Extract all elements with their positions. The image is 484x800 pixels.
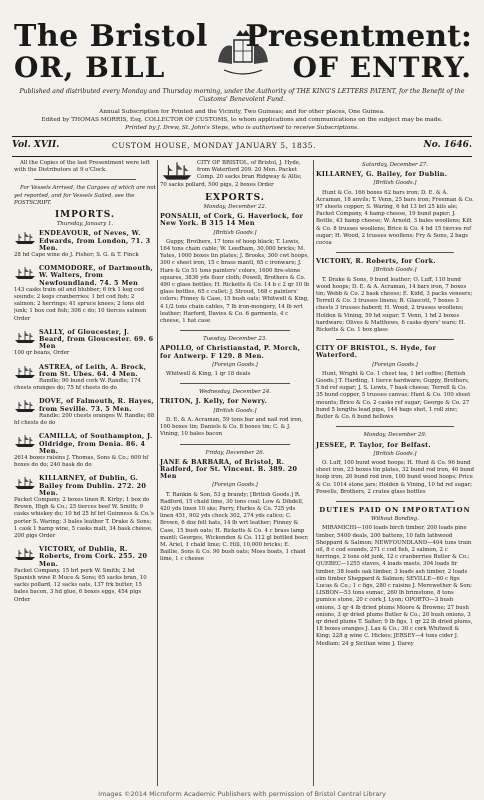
printer-line: Printed by J. Drew, St. John's Steps, who is authorised to receive Subscriptions. bbox=[125, 125, 359, 131]
editor-line: Edited by THOMAS MORRIS, Esq. COLLECTOR OF CUSTOMS, to whom applications and communications on the subject may be made. bbox=[41, 117, 443, 123]
masthead bbox=[8, 16, 478, 86]
ship-icon bbox=[14, 547, 36, 561]
ship-icon bbox=[14, 365, 36, 379]
import-entry bbox=[14, 398, 156, 427]
title-left-1: The Bristol bbox=[14, 19, 208, 54]
goods-tag: [British Goods.] bbox=[213, 407, 257, 414]
ship-icon bbox=[14, 330, 36, 344]
entry-head: DOVE, of Falmouth, R. Hayes, from Seville. 73. 5 Men. bbox=[39, 398, 154, 413]
entry-body: Packet Company. 15 brl pork W. Smith; 2 hd Spanish wine P. Muce & Sons; 65 sacks bran, 10 sacks pollard, 12 sacks oats, 137 frk butter, 15 bales bacon, 3 hd glue, 6 boxes eggs, 454 pigs Order bbox=[14, 567, 147, 603]
duties-subheading: Without Bonding. bbox=[371, 516, 419, 523]
ship-icon bbox=[14, 231, 36, 245]
goods-tag: [Foreign Goods.] bbox=[212, 361, 258, 368]
cargo-list: O. Luff, 100 bund wood hoops; H. Hunt & Co. 96 bund sheet iron, 23 boxes tin plates, 32 bund rod iron, 40 bund hoop iron, 20 bund rod iron, 100 bund wood hoops; Price & Co. 1014 stone jars; Holden & Vining, 10 hd ref sugar; Powells, Brothers, 2 crates glass bottles bbox=[316, 459, 474, 495]
entry-body: Randle; 200 chests oranges W. Randle; 68 hf chests do do bbox=[14, 412, 155, 427]
entry-body: Packet Company. 2 boxes linen R. Kirby; 1 box do Brown, High & Co.; 25 tierces beef W. Smith; 9 casks whiskey do; 10 hd 25 hf brl Guinness & Co.'s porter S. Waring; 3 bales leather T. Drake & Sons; 1 cask 1 hamp wine, 5 casks malt, 34 bask cheese, 200 pigs Order bbox=[14, 496, 154, 539]
ship-icon bbox=[14, 476, 36, 490]
section-date: Monday, December 29. bbox=[363, 432, 427, 439]
goods-tag: [Foreign Goods.] bbox=[212, 482, 258, 489]
section-date: Saturday, December 27. bbox=[362, 162, 428, 168]
section-date: Wednesday, December 24. bbox=[199, 389, 271, 396]
column-imports bbox=[14, 160, 156, 610]
cargo-list: Hunt, Wright & Co. 1 chest tea, 1 brl coffee; [British Goods.] T. Harding, 1 tierce hardware; Guppy, Brothers, 5 hd ref sugar; J. S. Lewis, 7 bask cheese; Terrell & Co. 35 bund copper, 5 trusses canvas; Hunt & Co. 100 sheet mounts; Brice & Co. 2 casks ref sugar; George & Co. 27 bund 5 lengths lead pipe, 144 bags shot, 1 roll zinc; Butler & Co. 6 bund bellows bbox=[316, 370, 471, 421]
imports-heading: IMPORTS. bbox=[54, 210, 116, 221]
exports-heading: EXPORTS. bbox=[205, 192, 265, 203]
import-entry bbox=[14, 364, 156, 393]
subscription-info bbox=[12, 108, 472, 132]
ship-icon bbox=[160, 161, 194, 181]
entry-head: KILLARNEY, of Dublin, G. Bailey from Dublin. 272. 20 Men. bbox=[39, 475, 147, 497]
vessel-head: VICTORY, R. Roberts, for Cork. bbox=[316, 257, 436, 266]
packet-advert bbox=[160, 160, 310, 189]
divider bbox=[336, 252, 454, 253]
vessel-head: TRITON, J. Kelly, for Newry. bbox=[160, 397, 268, 406]
title-left-2: OR, BILL bbox=[14, 51, 166, 84]
vessel-head: KILLARNEY, G. Bailey, for Dublin. bbox=[316, 170, 448, 179]
vessel-head: PONSALII, of Cork, G. Haverlock, for New York. B 315 14 Men bbox=[160, 212, 304, 228]
notice-copies: All the Copies of the last Presentment were left with the Distributors at 9 o'Clock. bbox=[14, 160, 150, 174]
title-right-2: OF ENTRY. bbox=[292, 51, 472, 84]
section-date: Monday, December 22. bbox=[203, 204, 267, 211]
date-rule bbox=[12, 156, 472, 157]
vessel-head: JESSEE, P. Taylor, for Belfast. bbox=[316, 440, 431, 449]
entry-head: COMMODORE, of Dartmouth, W. Walters, from Newfoundland. 74. 5 Men bbox=[39, 265, 154, 287]
duties-list: MIRAMICHI—100 loads birch timber, 200 loads pine timber, 5400 deals, 200 battens, 10 fath lathwood Sheppard & Salmon; NEWFOUNDLAND—404 tuns train oil, 8 c cod sounds, 271 c cod fish, 2 salmon, 2 c herrings, 2 tons old junk, 12 c cranberries Butler & Co.; QUEBEC—1255 staves, 4 loads masts, 304 loads fir timber, 38 loads oak timber, 3 loads ash timber, 2 loads elm timber Sheppard & Salmon; SEVILLE—60 c figs Lucas & Co.; 1 c figs, 280 c raisins J. Merewether & Son; LISBON—53 tons sumac, 260 lb brimstone, 8 tons pumice stone, 20 c cork J. Lyon; OPORTO—3 bush onions, 3 qr 4 lb dried plums Moore & Browne; 27 bush onions, 3 qr dried plums Butler & Co.; 20 bush onions, 3 qr dried plums T. Salter; 9 lb figs, 1 qr 22 lb dried plums, 18 boxes oranges J. Lax & Co.; 30 c cork Whitwell & King; 228 g wine C. Hickes; JERSEY—4 tuns cider J. Medlam; 24 g Sicilian wine J. Darey bbox=[316, 525, 473, 647]
import-entry bbox=[14, 230, 156, 259]
duties-heading: DUTIES PAID ON IMPORTATION bbox=[319, 505, 471, 514]
goods-tag: [British Goods.] bbox=[373, 267, 417, 274]
import-entry bbox=[14, 265, 156, 323]
top-rule bbox=[12, 136, 472, 137]
ship-icon bbox=[14, 399, 36, 413]
cargo-list: T. Drake & Sons, 9 bund leather; O. Luff, 110 bund wood hoops; D. E. & A. Acraman, 14 bars iron, 7 boxes tin; Webb & Co. 2 bask cheese; E. Kidd, 3 packs veneers; Terrell & Co. 3 trusses linens; B. Glascott, 7 boxes 3 chests 3 trusses haberd; H. Wood, 2 trusses woollens; Holden & Vining, 59 hd sugar; T. Venn, 1 hd 2 boxes hardware; Olives & Matthews, 6 casks dyers' ware; H. Ricketts & Co. 1 box glass bbox=[316, 276, 473, 334]
cargo-list: Whitwell & King, 1 qr 18 deals bbox=[166, 371, 251, 378]
vessel-head: APOLLO, of Christianstad, P. Morch, for Antwerp. F 129. 8 Men. bbox=[160, 344, 301, 360]
entry-body: Randle; 90 bund cork W. Randle; 174 chests oranges do; 75 hf chests do do bbox=[14, 378, 141, 392]
issue-number: No. 1646. bbox=[423, 140, 472, 150]
cargo-list: T. Rankin & Son, 53 g brandy; [British Goods.] R. Radford, 15 chald lime, 30 tons coal; Low & Dibdell, 420 yds linen 10 sks; Parry, Hurles & Co. 725 yds linen 451, 902 yds check 302, 274 yds calico; C. Brown, 6 doz felt hats, 14 lb wrt leather; Finney & Case, 15 bush oats; H. Ricketts & Co. 4 c brass lamp mantl; Georges, Wickenden & Co. 112 gl bottled beer; M. Ariel, 1 chald lime; C. Hill, 10,000 bricks; E. Baillie, Sons & Co. 90 bush oats; Moss boats, 1 chaid lime, 1 c cheese bbox=[160, 491, 309, 563]
entry-head: SALLY, of Gloucester, J. Beard, from Gloucester. 69. 6 Men bbox=[39, 328, 154, 351]
subscription-line: Annual Subscription for Printed and the Vicinity, Two Guineas; and for other places, One Guinea. bbox=[99, 109, 385, 115]
import-entry bbox=[14, 433, 156, 469]
divider bbox=[336, 426, 454, 427]
divider bbox=[180, 383, 290, 384]
packet-advert-text: CITY OF BRISTOL, of Bristol, J. Hyde, from Waterford 209. 20 Men. Packet Comp. 20 sacks bran Ridgway & Allis; 70 sacks pollard, 500 pigs, 2 boxes Order bbox=[160, 160, 302, 188]
divider bbox=[180, 444, 290, 445]
publication-line: Published and distributed every Monday and Thursday morning, under the Authority of THE KING'S LETTERS PATENT, for the Benefit of the Customs' Benevolent Fund. bbox=[19, 88, 465, 103]
cargo-list: Hunt & Co. 166 boxes 62 bars iron; D. E. & A. Acraman, 18 anvils; T. Venn, 25 bars iron; Freeman & Co. 97 sheets copper; S. Waring, 6 hd 13 brl 25 kils ale; Packet Company, 4 hamp cheese, 19 bund paper; J. Bottle, 43 hamp cheese; W. Arnold, 3 bales woollens; Kilt & Co. 8 trusses woollens; Brice & Co. 4 hd 15 tierces ref sugar; H. Wood, 2 trusses woollens; Fry & Sons, 2 bags cocoa bbox=[316, 189, 474, 247]
entry-body: 143 casks train oil and blubber; 6 frk 1 keg cod sounds; 2 kegs cranberries; 1 brl cod fish; 2 salmon; 2 herrings; 41 spruce knees; 2 tons old junk; 1 box cod fish; 306 c do; 10 tierces salmon Order bbox=[14, 286, 147, 322]
ship-icon bbox=[14, 434, 36, 448]
goods-tag: [British Goods.] bbox=[373, 180, 417, 187]
entry-body: 2614 boxes raisins J. Thomas, Sons & Co.; 600 hf boxes do do; 240 bask do do bbox=[14, 454, 149, 469]
entry-body: 28 hd Cape wine do J. Fisher; S. G. & T. Finck bbox=[14, 252, 139, 259]
vessel-head: JANE & BARBARA, of Bristol, R. Radford, for St. Vincent. B. 389. 20 Men bbox=[160, 457, 298, 481]
import-entry bbox=[14, 475, 156, 540]
divider bbox=[34, 179, 136, 180]
volume-label: Vol. XVII. bbox=[12, 140, 60, 150]
section-date: Friday, December 26. bbox=[205, 449, 265, 456]
title-right-1: Presentment: bbox=[245, 19, 472, 54]
goods-tag: [British Goods.] bbox=[213, 229, 257, 236]
vessel-head: CITY OF BRISTOL, S. Hyde, for Waterford. bbox=[316, 344, 437, 360]
divider bbox=[336, 339, 454, 340]
entry-body: 100 qr beans, Order bbox=[14, 350, 70, 357]
goods-tag: [Foreign Goods.] bbox=[372, 361, 418, 368]
cargo-list: Guppy, Brothers, 17 tons of hoop black; T. Lewis, 164 tons chain cable; W. Leedham, 30,000 bricks; M. Yates, 1000 boxes tin plates; J. Brooks, 300 cwt hoops, 300 c sheet iron, 15 c brass mantl, 65 c ironware; J. Hare & Co 51 tons painters' colors, 1600 fire-stone squares, 3836 yds floor cloth; Powell, Brothers & Co. 490 c glass bottles; H. Ricketts & Co. 14 b c 2 qr 10 lb glass bottles, 65 c cullet; J. Stroud, 168 c painters' colors; Finney & Case, 15 bush oats; Whitwell & King, 4 1/2 tons chain cables, 7 lb iron-mongery, 14 lb wrt leather; Harford, Davies & Co. 6 garments, 4 c cheese, 1 hat case bbox=[160, 238, 310, 325]
imports-date: Thursday, January 1. bbox=[56, 221, 114, 228]
entry-head: VICTORY, of Dublin, R. Roberts, from Cork. 255. 20 Men. bbox=[39, 546, 148, 568]
cargo-list: D. E. & A. Acraman, 59 tons bar and nail rod iron, 100 boxes tin; Daniels & Co. 8 boxes tin; C. & J. Vining, 10 bales bacon bbox=[160, 416, 303, 438]
entry-head: ENDEAVOUR, of Neves, W. Edwards, from London, 71. 3 Men. bbox=[39, 230, 151, 252]
ship-icon bbox=[14, 266, 36, 280]
divider bbox=[336, 501, 454, 502]
copyright-footer: Images ©2014 Microform Academic Publishers with permission of Bristol Central Library bbox=[98, 790, 386, 798]
entry-head: CAMILLA, of Southampton, J. Oldridge, from Denia. 86. 4 Men. bbox=[39, 433, 153, 455]
import-entry bbox=[14, 546, 156, 604]
entry-head: ASTREA, of Leith, A. Brock, from St. Ubes. 64. 4 Men. bbox=[39, 363, 147, 378]
date-bar bbox=[12, 140, 472, 154]
column-divider bbox=[157, 160, 158, 786]
issue-date: CUSTOM HOUSE, MONDAY JANUARY 5, 1835. bbox=[112, 141, 317, 150]
column-divider bbox=[313, 160, 314, 786]
goods-tag: [British Goods.] bbox=[373, 450, 417, 457]
divider bbox=[180, 330, 290, 331]
import-entry bbox=[14, 329, 156, 358]
column-exports bbox=[160, 160, 310, 569]
column-exports-continued bbox=[316, 160, 474, 653]
notice-vessels: For Vessels Arrived, the Cargoes of which are not yet reported, and for Vessels Sailed, see the POSTSCRIPT. bbox=[14, 185, 156, 206]
section-date: Tuesday, December 23. bbox=[203, 336, 267, 343]
